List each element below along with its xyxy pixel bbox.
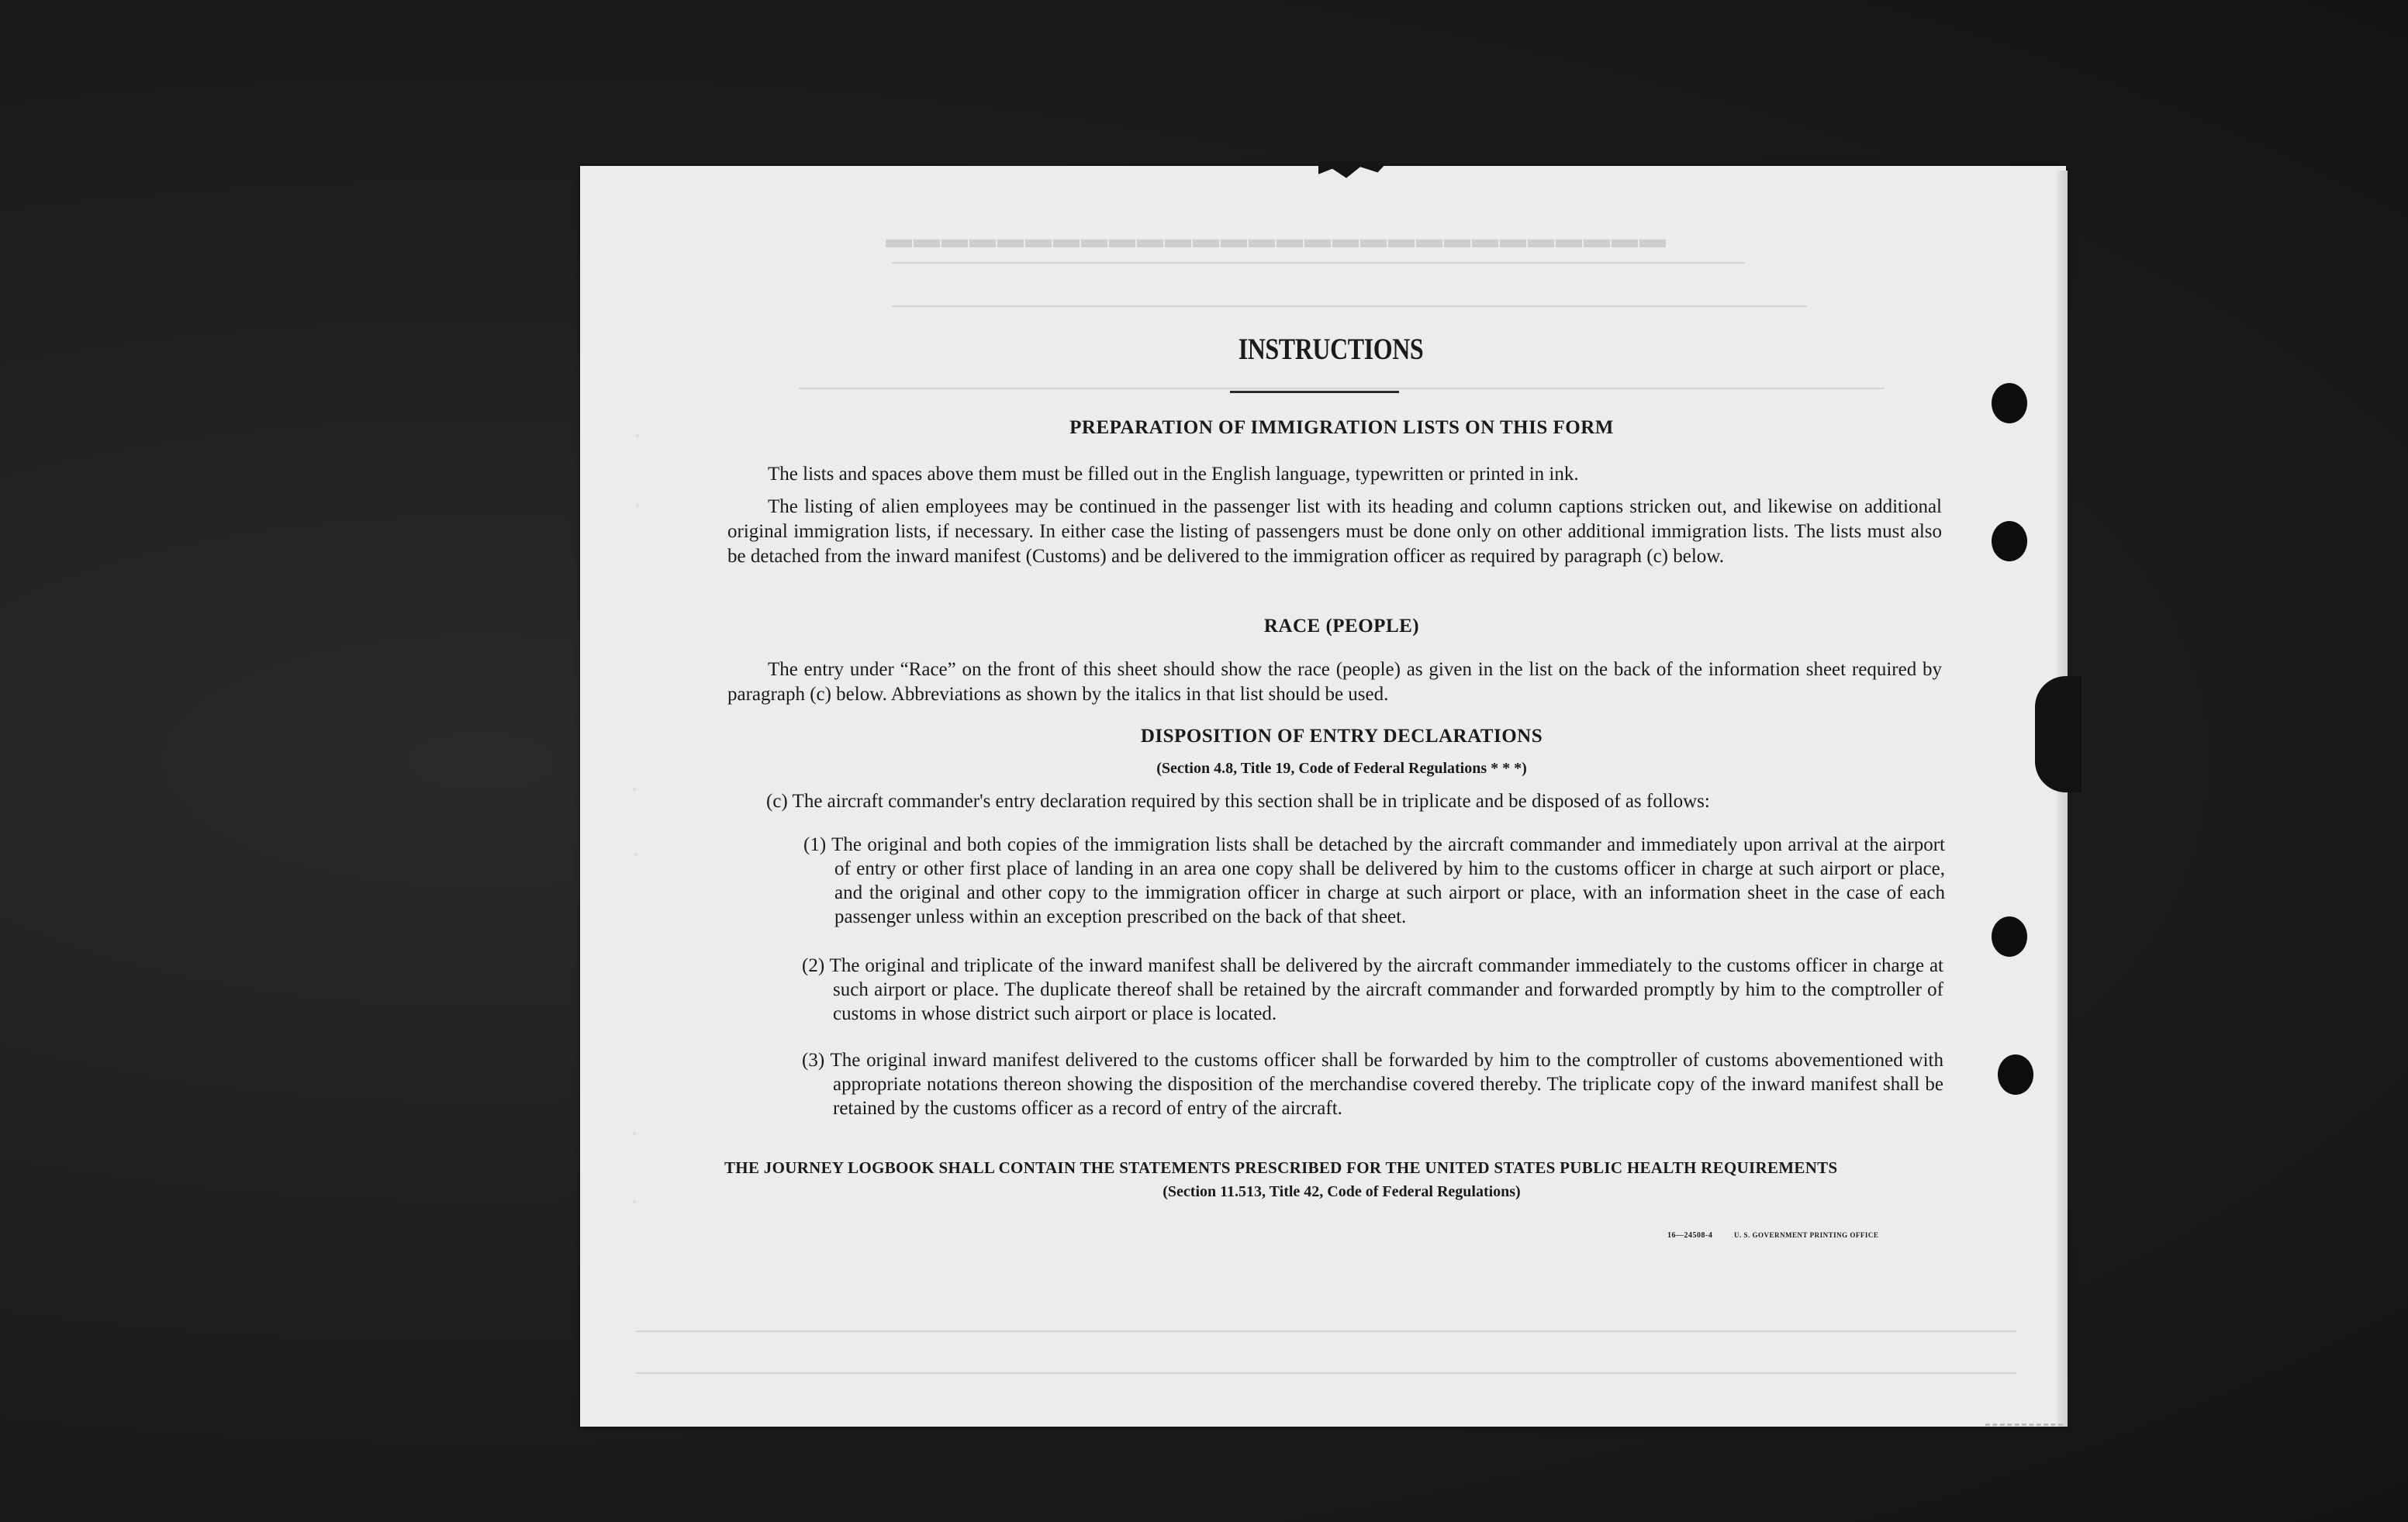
- list-item-disposition-2: (2) The original and triplicate of the inward manifest shall be delivered by the aircraft commander immediately to the customs officer in charge at such airport or place. The duplicate thereof shall be retained by the aircraft commander and forwarded promptly by him to the comptroller of customs in whose district such airport or place is located.: [802, 955, 1943, 1024]
- punch-hole: [1992, 916, 2027, 957]
- bleed-through-mark: ▬▬▬▬▬▬▬▬▬▬▬▬▬▬▬▬▬▬▬▬▬▬▬▬▬▬▬▬: [884, 225, 1666, 254]
- paragraph-text: The lists and spaces above them must be filled out in the English language, typewritten or printed in ink.: [768, 464, 1579, 485]
- paragraph-disposition-intro: [766, 789, 1942, 814]
- list-item-disposition-1: (1) The original and both copies of the immigration lists shall be detached by the aircraft commander and immediately upon arrival at the airport of entry or other first place of landing in an area one copy shall be delivered by him to the customs officer in charge at such airport or place, and the original and other copy to the immigration officer in charge at such airport or place, with an information sheet in the case of each passenger unless within an exception prescribed on the back of that sheet.: [803, 834, 1945, 927]
- page-title: INSTRUCTIONS: [1238, 333, 1424, 366]
- form-number: 16—24508-4: [1667, 1231, 1713, 1240]
- public-health-statement: THE JOURNEY LOGBOOK SHALL CONTAIN THE STATEMENTS PRESCRIBED FOR THE UNITED STATES PUBLIC HEALTH REQUIREMENTS: [724, 1158, 1838, 1177]
- section-heading-preparation: PREPARATION OF IMMIGRATION LISTS ON THIS FORM: [1069, 417, 1614, 438]
- footer-citation: (Section 11.513, Title 42, Code of Federal Regulations): [1163, 1183, 1521, 1200]
- punch-hole: [1992, 521, 2027, 561]
- title-underline: [1230, 391, 1399, 393]
- film-speck: [633, 788, 636, 791]
- paragraph-text: The entry under “Race” on the front of this sheet should show the race (people) as given in the list on the back of the information sheet required by paragraph (c) below. Abbreviations as shown by the italics in that list should be used.: [727, 659, 1942, 705]
- bleed-through-line: [799, 388, 1885, 389]
- printer-imprint: U. S. GOVERNMENT PRINTING OFFICE: [1734, 1231, 1879, 1239]
- bleed-through-line: [892, 305, 1807, 307]
- paragraph-preparation-2: [727, 495, 1942, 569]
- bleed-through-line: [636, 1330, 2016, 1332]
- film-speck: [633, 1132, 636, 1135]
- punch-hole: [1998, 1054, 2033, 1095]
- paragraph-preparation-1: [727, 462, 1942, 487]
- section-heading-disposition: DISPOSITION OF ENTRY DECLARATIONS: [1140, 726, 1543, 747]
- bleed-through-line: [892, 262, 1745, 264]
- film-speck: [633, 1200, 636, 1203]
- paragraph-text: The listing of alien employees may be continued in the passenger list with its heading and column captions stricken out, and likewise on additional original immigration lists, if necessary. In either case the listing of passengers must be done only on other additional immigration lists. The lists must also be detached from the inward manifest (Customs) and be delivered to the immigration officer as required by paragraph (c) below.: [727, 496, 1942, 567]
- page-notch: [2035, 676, 2082, 792]
- paragraph-race-1: [727, 657, 1942, 707]
- section-citation-disposition: (Section 4.8, Title 19, Code of Federal Regulations * * *): [1156, 760, 1527, 777]
- film-speck: [636, 434, 639, 437]
- page-edge: [2057, 171, 2068, 1427]
- section-heading-race: RACE (PEOPLE): [1263, 616, 1420, 637]
- film-speck: [634, 853, 637, 856]
- punch-hole: [1992, 383, 2027, 423]
- list-item-disposition-3: (3) The original inward manifest delivered to the customs officer shall be forwarded by him to the comptroller of customs abovementioned with appropriate notations thereon showing the disposition of the merchandise covered thereby. The triplicate copy of the inward manifest shall be retained by the customs officer as a record of entry of the aircraft.: [802, 1050, 1943, 1119]
- bleed-through-line: [636, 1372, 2016, 1374]
- film-speck: [636, 504, 639, 507]
- paragraph-text: (c) The aircraft commander's entry declaration required by this section shall be in triplicate and be disposed of as follows:: [766, 791, 1710, 812]
- page-bottom-edge: [1985, 1424, 2063, 1426]
